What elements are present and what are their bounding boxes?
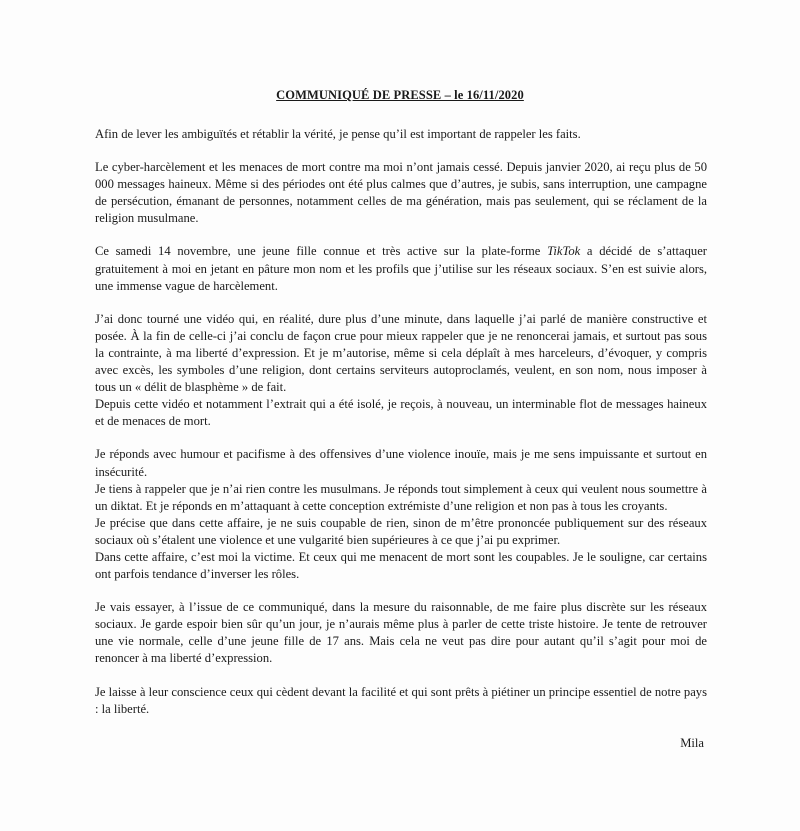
paragraph-text: Je vais essayer, à l’issue de ce communiqué, dans la mesure du raisonnable, de me faire plus discrète sur les réseaux sociaux. Je garde espoir bien sûr qu’un jour, je n’aurais même plus à parler de cette triste histoire. Je tente de retrouver une vie normale, celle d’une jeune fille de 17 ans. Mais cela ne veut pas dire pour autant qu’il s’agit pour moi de renoncer à ma liberté d’expression. xyxy=(95,600,707,666)
paragraph-1 xyxy=(95,126,707,143)
paragraph-7 xyxy=(95,684,707,718)
paragraph-2 xyxy=(95,159,707,227)
paragraph-text: Afin de lever les ambiguïtés et rétablir la vérité, je pense qu’il est important de rappeler les faits. xyxy=(95,127,581,141)
paragraph-text: Dans cette affaire, c’est moi la victime. Et ceux qui me menacent de mort sont les coupables. Je le souligne, car certains ont parfois tendance d’inverser les rôles. xyxy=(95,549,707,582)
paragraph-text: Ce samedi 14 novembre, une jeune fille connue et très active sur la plate-forme TikTok a décidé de s’attaquer gratuitement à moi en jetant en pâture mon nom et les profils que j’utilise sur les réseaux sociaux. S’en est suivie alors, une immense vague de harcèlement. xyxy=(95,244,707,293)
paragraph-6 xyxy=(95,599,707,667)
signature: Mila xyxy=(680,736,704,750)
paragraph-text: Je précise que dans cette affaire, je ne suis coupable de rien, sinon de m’être prononcée publiquement sur des réseaux sociaux où s’étalent une violence et une vulgarité bien supérieures à ce que j’ai pu exprimer. xyxy=(95,515,707,547)
paragraph-text: Le cyber-harcèlement et les menaces de mort contre ma moi n’ont jamais cessé. Depuis janvier 2020, ai reçu plus de 50 000 messages haineux. Même si des périodes ont été plus calmes que d’autres, je subis, sans interruption, une campagne de persécution, émanant de personnes, notamment celles de ma génération, mais pas seulement, qui se réclament de la religion musulmane. xyxy=(95,160,707,226)
platform-name: TikTok xyxy=(547,244,581,259)
paragraph-text: Je tiens à rappeler que je n’ai rien contre les musulmans. Je réponds tout simplement à ceux qui veulent nous soumettre à un diktat. Et je réponds en m’attaquant à cette conception extrémiste d’une religion et non pas à tous les croyants. xyxy=(95,481,707,513)
paragraph-text: Je réponds avec humour et pacifisme à des offensives d’une violence inouïe, mais je me sens impuissante et surtout en insécurité. xyxy=(95,447,707,479)
paragraph-text: Je laisse à leur conscience ceux qui cèdent devant la facilité et qui sont prêts à piétiner un principe essentiel de notre pays : la liberté. xyxy=(95,684,707,716)
paragraph-text: J’ai donc tourné une vidéo qui, en réalité, dure plus d’une minute, dans laquelle j’ai parlé de manière constructive et posée. À la fin de celle-ci j’ai conclu de façon crue pour mieux rappeler que je ne renoncerai jamais, et surtout pas sous la contrainte, à ma liberté d’expression. Et je m’autorise, même si cela déplaît à mes harceleurs, d’évoquer, y compris avec excès, les symboles d’une religion, dont certains serviteurs autoproclamés, veulent, en son nom, nous imposer à tous un « délit de blasphème » de fait. xyxy=(95,311,707,395)
paragraph-4 xyxy=(95,311,707,431)
paragraph-text: Depuis cette vidéo et notamment l’extrait qui a été isolé, je reçois, à nouveau, un interminable flot de messages haineux et de menaces de mort. xyxy=(95,397,707,429)
paragraph-3 xyxy=(95,243,707,294)
press-release-body xyxy=(95,126,707,734)
page-title: COMMUNIQUÉ DE PRESSE – le 16/11/2020 xyxy=(276,88,524,102)
paragraph-5 xyxy=(95,446,707,583)
